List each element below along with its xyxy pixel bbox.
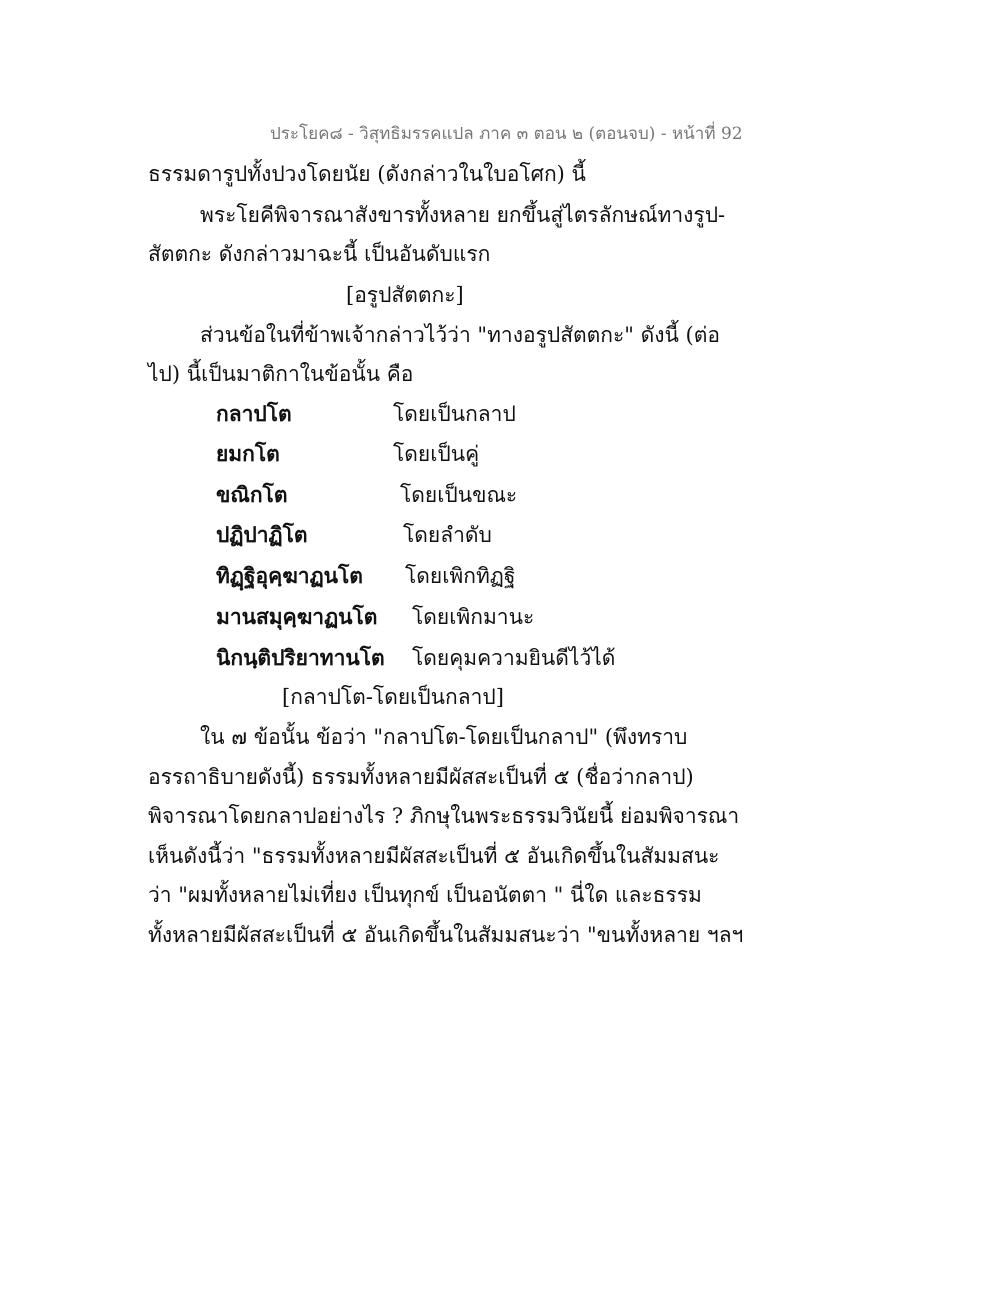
matika-term: มานสมุคฺฆาฏนโต [216,604,378,629]
matika-meaning: โดยเป็นคู่ [393,442,480,466]
matika-term: กลาปโต [216,401,292,426]
matika-term: ขณิกโต [216,482,288,507]
matika-meaning: โดยเพิกมานะ [412,605,535,629]
paragraph-line: พิจารณาโดยกลาปอย่างไร ? ภิกษุในพระธรรมวินัยนี้ ย่อมพิจารณา [148,804,740,828]
paragraph-line: เห็นดังนี้ว่า "ธรรมทั้งหลายมีผัสสะเป็นที่ ๕ อันเกิดขึ้นในสัมมสนะ [148,844,720,868]
matika-term: นิกนฺติปริยาทานโต [216,645,385,670]
paragraph-line: สัตตกะ ดังกล่าวมาฉะนี้ เป็นอันดับแรก [148,242,491,266]
matika-term: ปฏิปาฏิโต [216,522,308,547]
matika-meaning: โดยลำดับ [403,523,492,547]
matika-meaning: โดยเป็นกลาป [393,402,516,426]
running-header: ประโยค๘ - วิสุทธิมรรคแปล ภาค ๓ ตอน ๒ (ตอนจบ) - หน้าที่ 92 [270,124,743,144]
paragraph-line: ธรรมดารูปทั้งปวงโดยนัย (ดังกล่าวในใบอโศก) นี้ [148,162,586,186]
section-heading: [อรูปสัตตกะ] [346,283,464,307]
matika-meaning: โดยคุมความยินดีไว้ได้ [412,646,616,670]
paragraph-line: อรรถาธิบายดังนี้) ธรรมทั้งหลายมีผัสสะเป็นที่ ๕ (ชื่อว่ากลาป) [148,765,694,789]
matika-term: ยมกโต [216,441,280,466]
paragraph-line: ว่า "ผมทั้งหลายไม่เที่ยง เป็นทุกข์ เป็นอนัตตา " นี่ใด และธรรม [148,883,702,907]
matika-term: ทิฏฺฐิอุคฺฆาฏนโต [216,563,363,588]
matika-meaning: โดยเพิกทิฏฐิ [405,564,516,588]
paragraph-line: ใน ๗ ข้อนั้น ข้อว่า "กลาปโต-โดยเป็นกลาป" (พึงทราบ [200,725,688,749]
section-heading: [กลาปโต-โดยเป็นกลาป] [282,685,504,709]
paragraph-line: ส่วนข้อในที่ข้าพเจ้ากล่าวไว้ว่า "ทางอรูปสัตตกะ" ดังนี้ (ต่อ [200,323,720,347]
paragraph-line: ทั้งหลายมีผัสสะเป็นที่ ๕ อันเกิดขึ้นในสัมมสนะว่า "ขนทั้งหลาย ฯลฯ [148,923,744,947]
matika-meaning: โดยเป็นขณะ [400,483,518,507]
paragraph-line: ไป) นี้เป็นมาติกาในข้อนั้น คือ [148,362,414,386]
paragraph-line: พระโยคีพิจารณาสังขารทั้งหลาย ยกขึ้นสู่ไตรลักษณ์ทางรูป- [200,203,726,227]
